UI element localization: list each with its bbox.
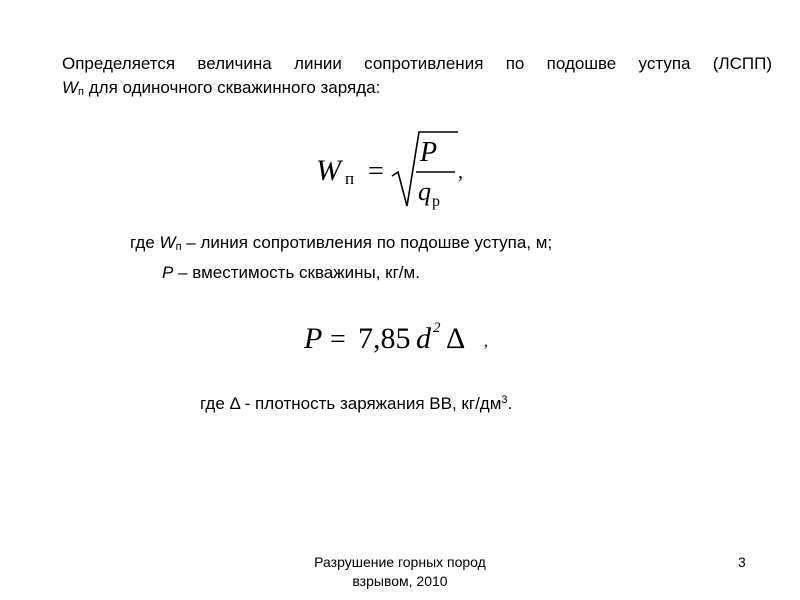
formula-p [300,310,500,365]
formula-p-svg [300,310,500,360]
intro-line-2-text: для одиночного скважинного заряда: [84,78,381,97]
intro-w-subscript: п [78,86,85,98]
footer-line-1: Разрушение горных пород [314,554,486,570]
definition-w-subscript: п [175,241,182,253]
definition-w [130,233,552,252]
definition-w-symbol: W [159,233,176,252]
definition-p [130,260,552,285]
intro-line-2 [62,76,772,104]
definition-p-symbol: P [162,263,174,282]
formula-p-delta: Δ [446,322,466,355]
delta-definition-end: . [507,394,513,413]
formula-wp-trailing-comma: , [458,161,463,183]
formula-wp-lhs-sub: п [345,169,355,188]
definition-w-text: – линия сопротивления по подошве уступа, м; [181,233,553,252]
formula-p-equals: = [330,324,346,355]
formula-wp-svg [312,128,472,218]
delta-definition-superscript: 3 [501,394,508,406]
page-number: 3 [738,554,746,570]
formula-p-trailing-comma: , [484,333,488,350]
formula-wp-denominator: q [418,177,431,206]
delta-definition [200,388,512,416]
formula-p-lhs: P [304,322,323,355]
formula-p-exponent: 2 [433,320,441,336]
formula-wp-lhs: W [316,154,341,187]
intro-w-symbol: W [62,78,79,97]
formula-wp [312,128,472,223]
formula-p-coefficient: 7,85 [358,322,411,355]
intro-line-1: Определяется величина линии сопротивления по подошве уступа (ЛСПП) [62,54,772,73]
formula-wp-denominator-sub: р [432,193,440,210]
intro-paragraph [62,52,772,104]
delta-definition-text: где Δ - плотность заряжания ВВ, кг/дм [200,394,502,413]
formula-wp-numerator: P [420,137,438,168]
formula-wp-equals: = [368,156,384,187]
footer-caption [270,553,530,591]
formula-p-variable: d [416,322,431,355]
definition-prefix: где [130,233,160,252]
definitions-block [130,230,552,285]
definition-p-text: – вместимость скважины, кг/м. [173,263,420,282]
footer-line-2: взрывом, 2010 [352,573,448,589]
